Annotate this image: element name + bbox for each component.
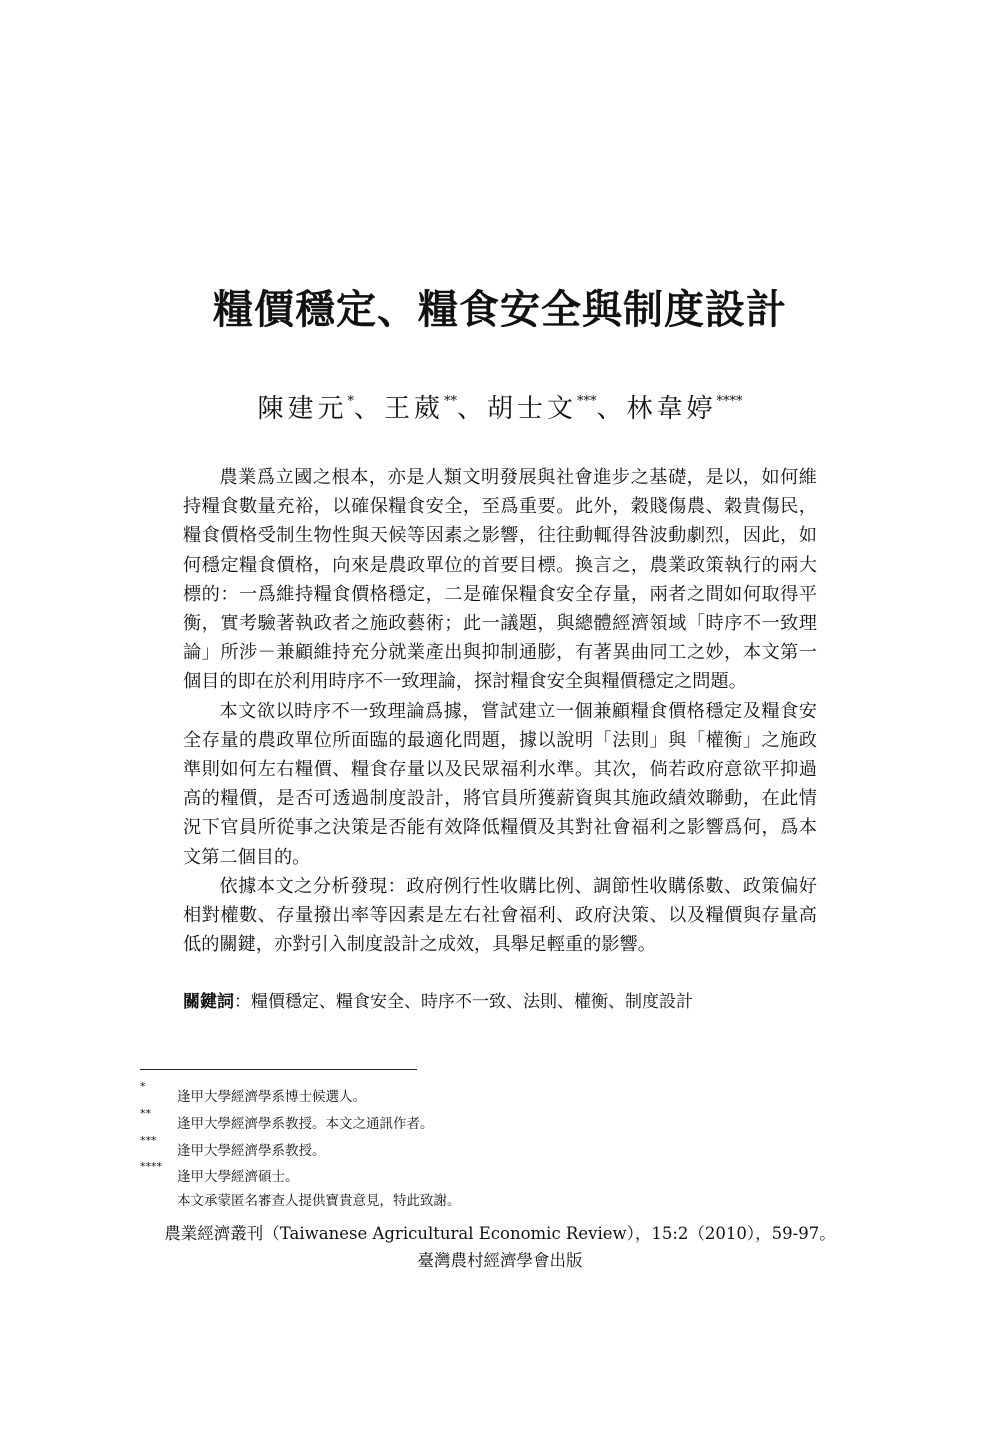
author-name: 胡士文 [487,394,578,424]
footnote-text: 逢甲大學經濟學系教授。本文之通訊作者。 [177,1116,434,1132]
acknowledgement-text: 本文承蒙匿名審查人提供寶貴意見，特此致謝。 [177,1193,461,1209]
footnote-divider [140,1069,417,1070]
author-footnote-mark: **** [716,394,743,409]
author-name: 陳建元 [257,394,348,424]
author-name: 王葳 [383,394,444,424]
keywords-text: 糧價穩定、糧食安全、時序不一致、法則、權衡、制度設計 [251,992,693,1012]
footnote-mark: **** [140,1160,162,1173]
abstract [183,463,817,959]
author-separator: 、 [353,394,384,424]
footnote-mark: ** [140,1107,151,1120]
keywords-colon: ： [234,992,251,1012]
footnote-mark: * [140,1080,146,1093]
footnote-text: 逢甲大學經濟學系博士候選人。 [177,1089,366,1105]
paper-title: 糧價穩定、糧食安全與制度設計 [213,286,787,333]
keywords [183,987,823,1012]
author-line [0,388,1000,425]
author-footnote-mark: ** [443,394,457,409]
author-separator: 、 [596,394,627,424]
abstract-paragraph: 農業爲立國之根本，亦是人類文明發展與社會進步之基礎，是以，如何維持糧食數量充裕，以確保糧食安全，至爲重要。此外，穀賤傷農、穀貴傷民，糧食價格受制生物性與天候等因素之影響，往往動輒得咎波動劇烈，因此，如何穩定糧食價格，向來是農政單位的首要目標。換言之，農業政策執行的兩大標的：一爲維持糧食價格穩定，二是確保糧食安全存量，兩者之間如何取得平衡，實考驗著執政者之施政藝術；此一議題，與總體經濟領域「時序不一致理論」所涉－兼顧維持充分就業產出與抑制通膨，有著異曲同工之妙，本文第一個目的即在於利用時序不一致理論，探討糧食安全與糧價穩定之問題。 [183,467,817,693]
author-footnote-mark: *** [577,394,597,409]
footnote-text: 逢甲大學經濟學系教授。 [177,1143,326,1159]
abstract-paragraph: 本文欲以時序不一致理論爲據，嘗試建立一個兼顧糧食價格穩定及糧食安全存量的農政單位所面臨的最適化問題，據以說明「法則」與「權衡」之施政準則如何左右糧價、糧食存量以及民眾福利水準。其次，倘若政府意欲平抑過高的糧價，是否可透過制度設計，將官員所獲薪資與其施政績效聯動，在此情況下官員所從事之決策是否能有效降低糧價及其對社會福利之影響爲何，爲本文第二個目的。 [183,700,817,868]
author-separator: 、 [456,394,487,424]
footnote-text: 逢甲大學經濟碩士。 [177,1169,299,1185]
publisher-line: 臺灣農村經濟學會出版 [417,1251,583,1270]
abstract-paragraph: 依據本文之分析發現：政府例行性收購比例、調節性收購係數、政策偏好相對權數、存量撥出率等因素是左右社會福利、政府決策、以及糧價與存量高低的關鍵，亦對引入制度設計之成效，具舉足輕重的影響。 [183,875,817,956]
author-name: 林韋婷 [626,394,717,424]
journal-citation: 農業經濟叢刊（Taiwanese Agricultural Economic Review），15:2（2010），59-97。 [164,1224,836,1243]
keywords-label: 關鍵詞 [183,992,234,1012]
footnote-mark: *** [140,1134,157,1147]
author-footnote-mark: * [347,394,354,409]
